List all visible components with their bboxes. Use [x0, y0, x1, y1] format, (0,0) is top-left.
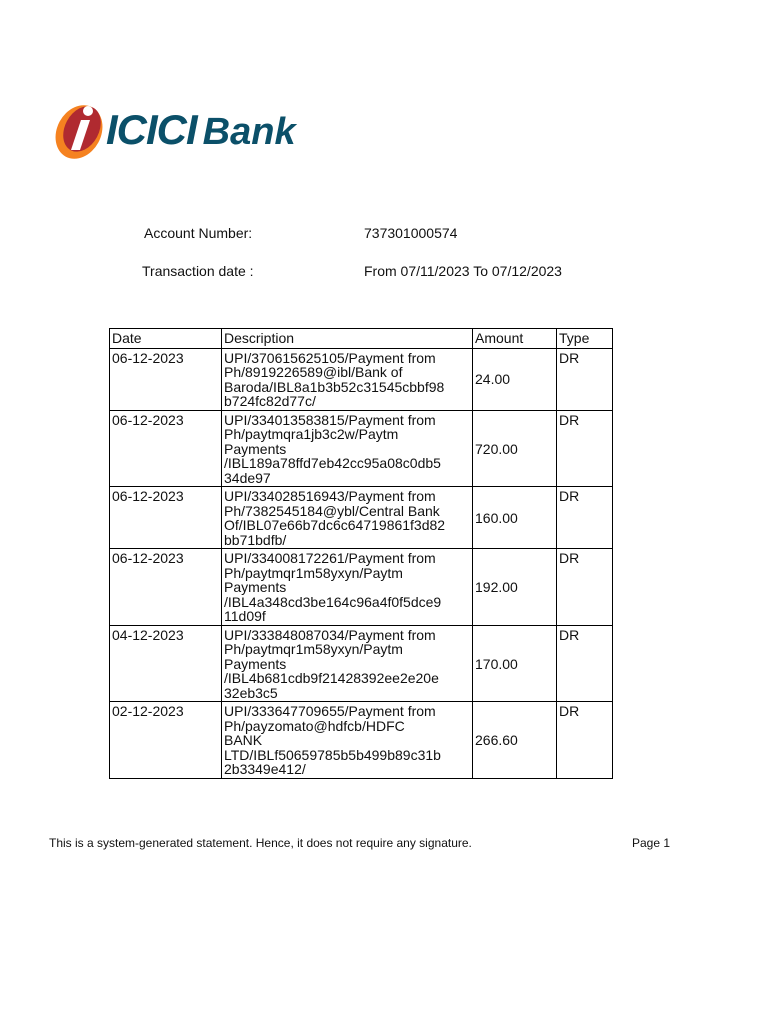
account-number-label: Account Number:	[144, 225, 253, 241]
header-amount: Amount	[473, 329, 557, 349]
cell-amount: 170.00	[473, 625, 557, 702]
table-header-row	[110, 329, 613, 349]
table-row	[110, 549, 613, 626]
cell-date: 06-12-2023	[110, 348, 222, 410]
header-description: Description	[222, 329, 473, 349]
table-row	[110, 348, 613, 410]
cell-amount: 720.00	[473, 410, 557, 487]
cell-description: UPI/334028516943/Payment from Ph/7382545184@ybl/Central Bank Of/IBL07e66b7dc6c64719861f3d82 bb71bdfb/	[222, 487, 473, 549]
cell-description: UPI/370615625105/Payment from Ph/8919226589@ibl/Bank of Baroda/IBL8a1b3b52c31545cbbf98 b724fc82d77c/	[222, 348, 473, 410]
cell-description: UPI/334013583815/Payment from Ph/paytmqra1jb3c2w/Paytm Payments /IBL189a78ffd7eb42cc95a08c0db5 34de97	[222, 410, 473, 487]
brand-suffix: Bank	[202, 111, 296, 153]
table-row	[110, 410, 613, 487]
cell-amount: 266.60	[473, 702, 557, 779]
cell-type: DR	[557, 348, 613, 410]
cell-type: DR	[557, 549, 613, 626]
system-generated-note: This is a system-generated statement. Hence, it does not require any signature.	[49, 836, 472, 850]
transactions-table	[109, 328, 613, 779]
cell-description: UPI/334008172261/Payment from Ph/paytmqr1m58yxyn/Paytm Payments /IBL4a348cd3be164c96a4f0f5dce9 11d09f	[222, 549, 473, 626]
cell-date: 06-12-2023	[110, 410, 222, 487]
cell-description: UPI/333848087034/Payment from Ph/paytmqr1m58yxyn/Paytm Payments /IBL4b681cdb9f21428392ee2e20e 32eb3c5	[222, 625, 473, 702]
table-row	[110, 625, 613, 702]
cell-date: 02-12-2023	[110, 702, 222, 779]
cell-type: DR	[557, 487, 613, 549]
brand-name: ICICI	[106, 106, 197, 153]
cell-type: DR	[557, 702, 613, 779]
header-date: Date	[110, 329, 222, 349]
header-type: Type	[557, 329, 613, 349]
cell-type: DR	[557, 625, 613, 702]
table-row	[110, 702, 613, 779]
transaction-date-value: From 07/11/2023 To 07/12/2023	[364, 263, 562, 279]
cell-date: 06-12-2023	[110, 549, 222, 626]
page-number: Page 1	[632, 836, 671, 850]
cell-amount: 160.00	[473, 487, 557, 549]
cell-date: 04-12-2023	[110, 625, 222, 702]
cell-amount: 192.00	[473, 549, 557, 626]
table-row	[110, 487, 613, 549]
icici-emblem-icon	[50, 98, 110, 162]
cell-date: 06-12-2023	[110, 487, 222, 549]
cell-amount: 24.00	[473, 348, 557, 410]
cell-type: DR	[557, 410, 613, 487]
account-number-value: 737301000574	[364, 225, 458, 241]
transaction-date-label: Transaction date :	[142, 263, 254, 279]
logo-wordmark	[106, 102, 296, 160]
icici-bank-logo	[50, 98, 380, 162]
cell-description: UPI/333647709655/Payment from Ph/payzomato@hdfcb/HDFC BANK LTD/IBLf50659785b5b499b89c31b 2b3349e412/	[222, 702, 473, 779]
